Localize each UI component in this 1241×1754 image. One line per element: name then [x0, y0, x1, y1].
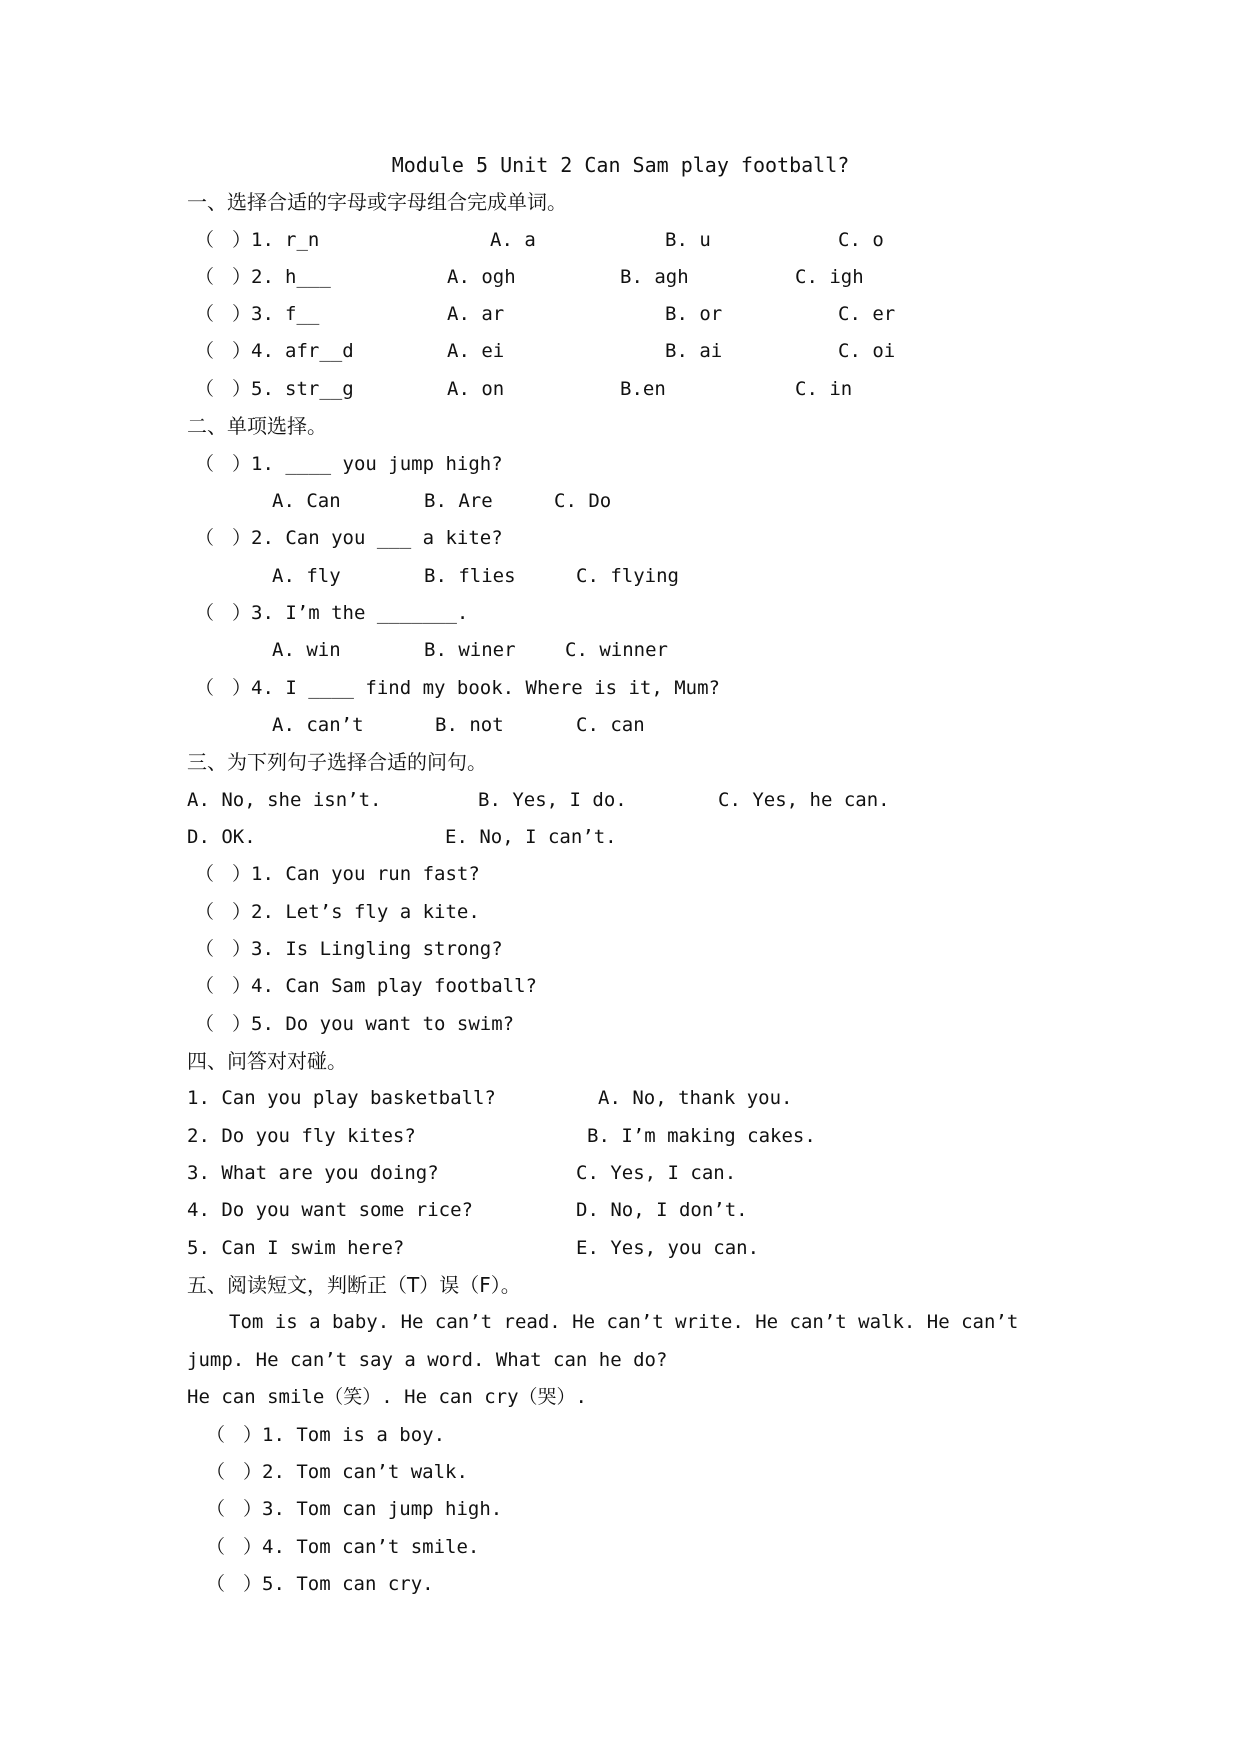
statement-text: ）3. Tom can jump high. — [243, 1498, 503, 1520]
paren-open: （ — [195, 340, 215, 362]
passage-line: jump. He can’t say a word. What can he do? — [187, 1349, 668, 1371]
item-number: ）5. — [232, 378, 274, 400]
option-c: C. can — [576, 714, 645, 736]
statement-text: ）5. Tom can cry. — [243, 1573, 434, 1595]
option-b: B. u — [665, 229, 711, 251]
answer-option: E. No, I can’t. — [445, 826, 617, 848]
item-number: ）2. — [232, 266, 274, 288]
paren-open: （ — [195, 1013, 215, 1035]
option-b: B. not — [435, 714, 504, 736]
paren-open: （ — [195, 938, 215, 960]
paren-open: （ — [195, 229, 215, 251]
option-b: B. ai — [665, 340, 723, 362]
option-a: A. Can — [272, 490, 341, 512]
section1-heading: 一、选择合适的字母或字母组合完成单词。 — [187, 190, 567, 214]
match-answer: A. No, thank you. — [598, 1087, 793, 1109]
paren-open: （ — [195, 901, 215, 923]
item-word: h___ — [285, 266, 331, 288]
option-a: A. ogh — [447, 266, 516, 288]
question-text: ）3. Is Lingling strong? — [232, 938, 503, 960]
question-text: ）3. I’m the _______. — [232, 602, 469, 624]
paren-open: （ — [195, 975, 215, 997]
question-text: ）5. Do you want to swim? — [232, 1013, 515, 1035]
option-c: C. flying — [576, 565, 679, 587]
paren-open: （ — [206, 1498, 226, 1520]
option-c: C. in — [795, 378, 853, 400]
paren-open: （ — [195, 453, 215, 475]
option-a: A. ar — [447, 303, 505, 325]
item-word: afr__d — [285, 340, 354, 362]
option-b: B. flies — [424, 565, 516, 587]
question-text: ）2. Can you ___ a kite? — [232, 527, 503, 549]
match-answer: D. No, I don’t. — [576, 1199, 748, 1221]
option-a: A. can’t — [272, 714, 364, 736]
option-a: A. ei — [447, 340, 505, 362]
match-question: 4. Do you want some rice? — [187, 1199, 473, 1221]
answer-option: D. OK. — [187, 826, 256, 848]
answer-option: A. No, she isn’t. — [187, 789, 382, 811]
statement-text: ）2. Tom can’t walk. — [243, 1461, 468, 1483]
answer-option: C. Yes, he can. — [718, 789, 890, 811]
option-c: C. winner — [565, 639, 668, 661]
paren-open: （ — [206, 1461, 226, 1483]
page-title: Module 5 Unit 2 Can Sam play football? — [391, 153, 850, 177]
question-text: ）4. I ____ find my book. Where is it, Mum? — [232, 677, 720, 699]
item-number: ）4. — [232, 340, 274, 362]
passage-line: Tom is a baby. He can’t read. He can’t write. He can’t walk. He can’t — [229, 1311, 1019, 1333]
option-a: A. on — [447, 378, 505, 400]
paren-open: （ — [206, 1424, 226, 1446]
match-answer: B. I’m making cakes. — [587, 1125, 816, 1147]
paren-open: （ — [195, 602, 215, 624]
option-c: C. igh — [795, 266, 864, 288]
match-answer: E. Yes, you can. — [576, 1237, 760, 1259]
match-answer: C. Yes, I can. — [576, 1162, 737, 1184]
section4-heading: 四、问答对对碰。 — [187, 1049, 347, 1073]
option-c: C. Do — [554, 490, 612, 512]
option-b: B. Are — [424, 490, 493, 512]
option-c: C. oi — [838, 340, 896, 362]
option-a: A. win — [272, 639, 341, 661]
option-c: C. o — [838, 229, 884, 251]
passage-line: He can smile（笑）. He can cry（哭）. — [187, 1386, 587, 1408]
section2-heading: 二、单项选择。 — [187, 414, 327, 438]
paren-open: （ — [195, 378, 215, 400]
question-text: ）1. Can you run fast? — [232, 863, 480, 885]
match-question: 1. Can you play basketball? — [187, 1087, 496, 1109]
paren-open: （ — [195, 527, 215, 549]
question-text: ）4. Can Sam play football? — [232, 975, 537, 997]
answer-option: B. Yes, I do. — [478, 789, 627, 811]
match-question: 5. Can I swim here? — [187, 1237, 405, 1259]
statement-text: ）1. Tom is a boy. — [243, 1424, 446, 1446]
item-word: r_n — [285, 229, 320, 251]
section5-heading: 五、阅读短文，判断正（T）误（F）。 — [187, 1273, 521, 1297]
option-a: A. a — [490, 229, 536, 251]
option-b: B.en — [620, 378, 666, 400]
item-word: f__ — [285, 303, 320, 325]
option-c: C. er — [838, 303, 896, 325]
paren-open: （ — [206, 1536, 226, 1558]
paren-open: （ — [195, 677, 215, 699]
option-a: A. fly — [272, 565, 341, 587]
paren-open: （ — [195, 266, 215, 288]
section3-heading: 三、为下列句子选择合适的问句。 — [187, 750, 487, 774]
paren-open: （ — [195, 863, 215, 885]
paren-open: （ — [206, 1573, 226, 1595]
match-question: 3. What are you doing? — [187, 1162, 439, 1184]
item-number: ）3. — [232, 303, 274, 325]
question-text: ）2. Let’s fly a kite. — [232, 901, 480, 923]
option-b: B. winer — [424, 639, 516, 661]
match-question: 2. Do you fly kites? — [187, 1125, 416, 1147]
item-number: ）1. — [232, 229, 274, 251]
option-b: B. agh — [620, 266, 689, 288]
paren-open: （ — [195, 303, 215, 325]
option-b: B. or — [665, 303, 723, 325]
question-text: ）1. ____ you jump high? — [232, 453, 503, 475]
statement-text: ）4. Tom can’t smile. — [243, 1536, 480, 1558]
item-word: str__g — [285, 378, 354, 400]
